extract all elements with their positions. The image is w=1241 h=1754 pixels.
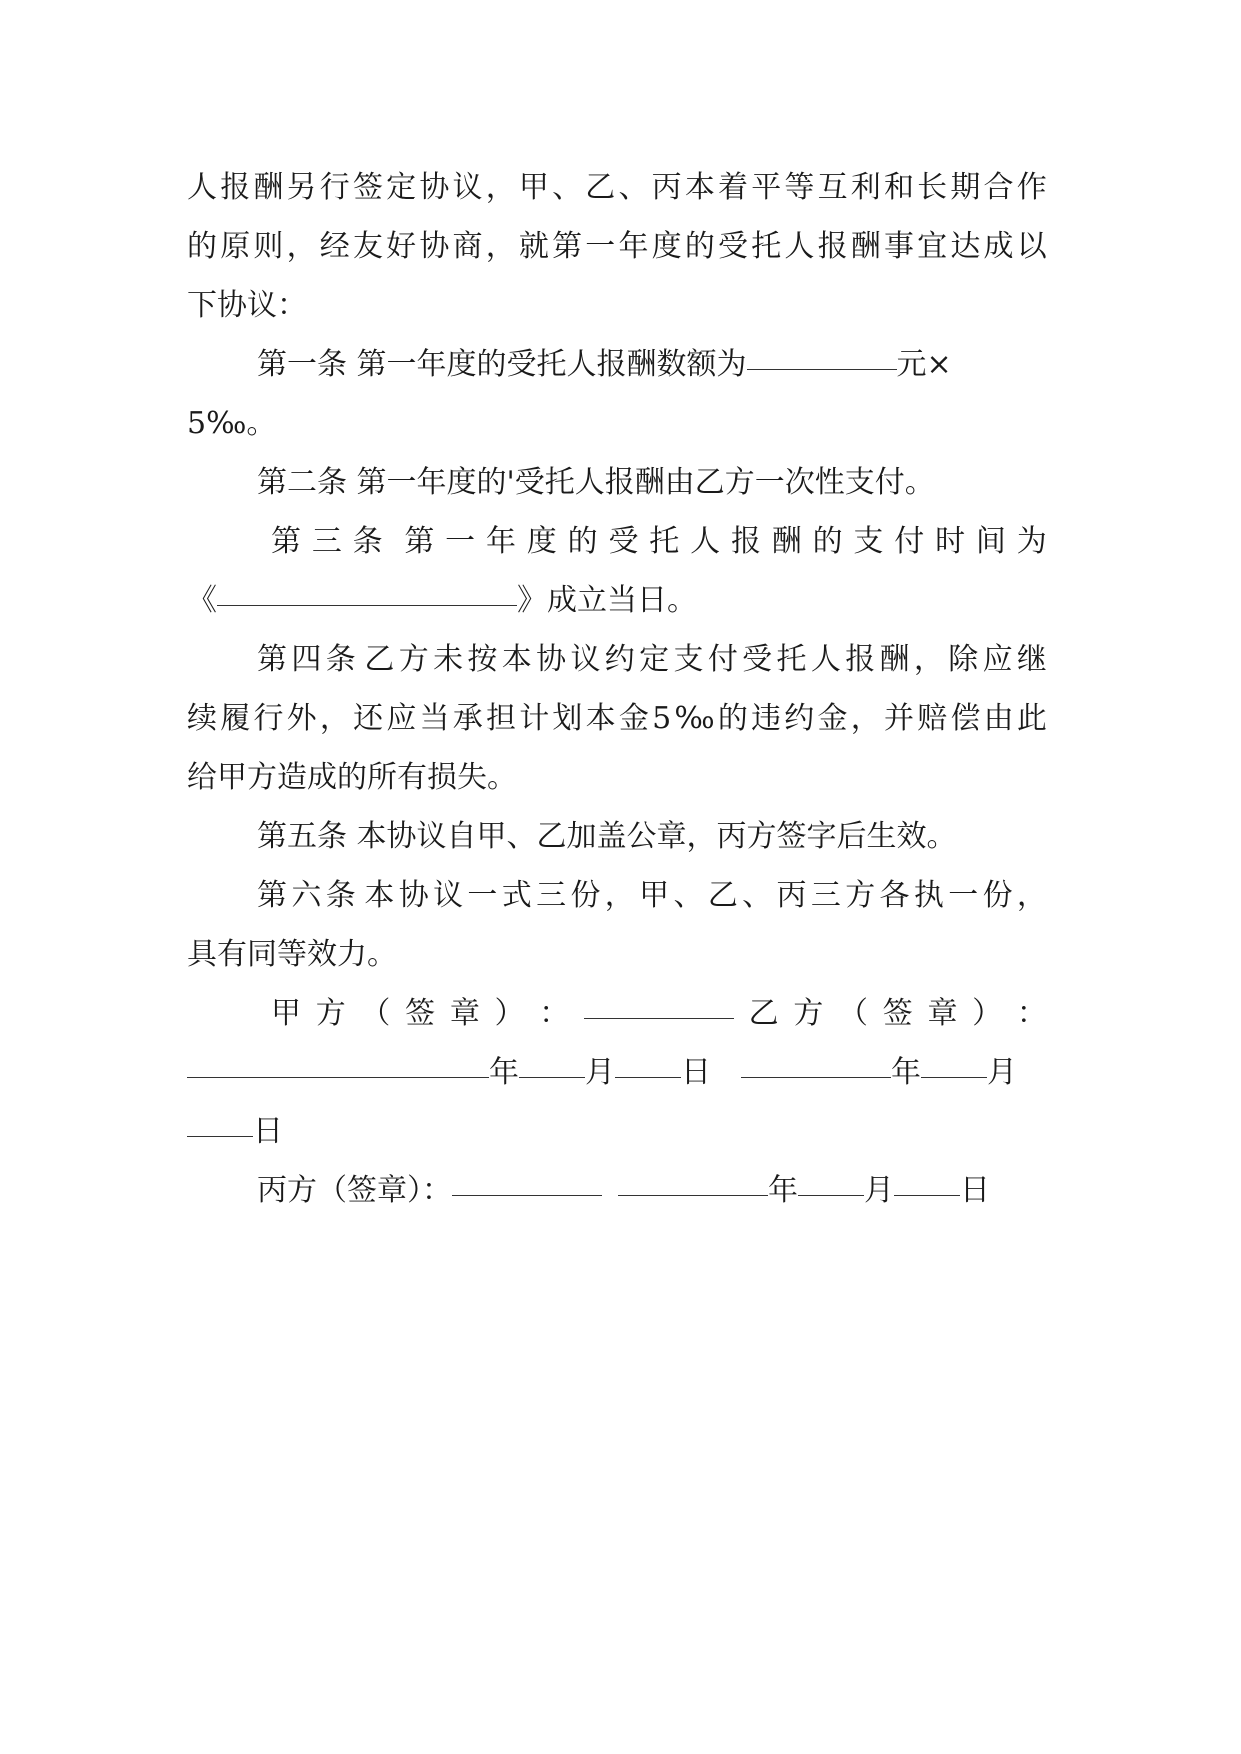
line-char: 本 [501, 642, 532, 677]
line-char: 协 [419, 170, 450, 205]
line-char: 受 [718, 229, 748, 264]
line-char: 协 [398, 878, 429, 913]
article-2-text: 第二条 第一年度的'受托人报酬由乙方一次性支付。 [257, 465, 935, 500]
line-char: 并 [883, 701, 914, 736]
line-char: 本 [585, 701, 616, 736]
article-3-char: 为 [1016, 524, 1047, 559]
line-char: 事 [883, 229, 914, 264]
line-char: 承 [452, 701, 483, 736]
line-char: 合 [983, 170, 1014, 205]
party-b-label-char: （ [838, 996, 869, 1031]
line-char: 商 [452, 229, 483, 264]
year-label: 年 [768, 1173, 798, 1208]
line-char: 、 [673, 878, 704, 913]
line-char: 此 [1016, 701, 1047, 736]
paragraph-line [187, 158, 1047, 217]
line-text: 给甲方造成的所有损失。 [187, 760, 517, 795]
article-3-tail: 》成立当日。 [517, 583, 697, 618]
line-char: 金 [618, 701, 649, 736]
article-3-char: 条 [352, 524, 383, 559]
line-char: 和 [883, 170, 914, 205]
line-char: 好 [386, 229, 417, 264]
line-char: 的 [684, 229, 715, 264]
paragraph-line [187, 689, 1047, 748]
line-char: 议 [433, 878, 464, 913]
day-blank[interactable] [615, 1047, 681, 1078]
line-char: 一 [467, 878, 498, 913]
line-char: 甲 [639, 878, 670, 913]
party-b-label-char: 方 [793, 996, 824, 1031]
article-3-char: 报 [730, 524, 761, 559]
signature-line-c [187, 1161, 1047, 1220]
line-char: 本 [364, 878, 395, 913]
party-b-label-char: ） [972, 996, 1003, 1031]
line-char: 第 [257, 642, 287, 677]
paragraph-line [187, 748, 1047, 807]
line-char: 托 [751, 229, 782, 264]
line-char: 报 [817, 229, 848, 264]
line-char: 付 [707, 642, 738, 677]
line-char: 议 [570, 642, 601, 677]
line-char: 的 [717, 701, 748, 736]
line-char: ， [286, 229, 317, 264]
line-char: 定 [639, 642, 670, 677]
line-char: ， [485, 170, 516, 205]
line-char: 由 [983, 701, 1014, 736]
line-char: 除 [948, 642, 979, 677]
paragraph-line [187, 217, 1047, 276]
open-bracket: 《 [187, 583, 217, 618]
line-char: 三 [810, 878, 841, 913]
line-char: 5 [652, 701, 672, 736]
line-char: 份 [570, 878, 601, 913]
line-char: 丙 [651, 170, 682, 205]
line-char: 续 [187, 701, 217, 736]
article-3-char: 一 [445, 524, 476, 559]
line-char: 签 [352, 170, 383, 205]
line-char: 违 [751, 701, 782, 736]
line-char: 定 [386, 170, 417, 205]
line-char: 方 [845, 878, 876, 913]
line-char: 原 [220, 229, 251, 264]
line-char: 一 [948, 878, 979, 913]
line-char: 行 [253, 701, 284, 736]
paragraph-line [187, 394, 1047, 453]
line-char: ‰ [674, 701, 715, 736]
year-blank[interactable] [618, 1165, 768, 1196]
line-char: 期 [950, 170, 981, 205]
line-char: 一 [585, 229, 616, 264]
line-char: 第 [257, 878, 287, 913]
party-b-label-char: 签 [882, 996, 913, 1031]
line-char: 四 [291, 642, 322, 677]
line-char: 议 [452, 170, 483, 205]
line-char: 本 [684, 170, 715, 205]
line-char: 应 [386, 701, 417, 736]
day-blank[interactable] [894, 1165, 960, 1196]
line-char: 以 [1016, 229, 1047, 264]
line-char: 执 [913, 878, 944, 913]
signature-line-ab [187, 984, 1047, 1043]
article-1-line [187, 335, 1047, 394]
article-3-char: 受 [608, 524, 639, 559]
line-char: 外 [286, 701, 317, 736]
line-char: 乙 [364, 642, 395, 677]
line-char: 成 [983, 229, 1014, 264]
line-char: 份 [982, 878, 1013, 913]
line-char: ， [485, 229, 516, 264]
date-line-tail [187, 1102, 1047, 1161]
article-3-char: 的 [567, 524, 598, 559]
article-3-line [187, 512, 1047, 571]
article-5-line [187, 807, 1047, 866]
article-3-char: 人 [690, 524, 721, 559]
line-char: 人 [784, 229, 815, 264]
article-2-line [187, 453, 1047, 512]
month-label: 月 [987, 1055, 1017, 1090]
line-char: 、 [552, 170, 583, 205]
month-blank[interactable] [519, 1047, 585, 1078]
line-text: 具有同等效力。 [187, 937, 397, 972]
line-char: 约 [784, 701, 815, 736]
article-3-char: 的 [812, 524, 843, 559]
line-char: 担 [485, 701, 516, 736]
line-char: 友 [352, 229, 383, 264]
line-char: 、 [618, 170, 649, 205]
line-char: 第 [552, 229, 583, 264]
line-char: 当 [419, 701, 450, 736]
agreement-body [187, 158, 1047, 1220]
line-char: 协 [419, 229, 450, 264]
party-b-signature-blank[interactable] [187, 1047, 489, 1078]
line-char: 三 [536, 878, 567, 913]
line-char: 各 [879, 878, 910, 913]
article-3-char: 度 [526, 524, 557, 559]
article-4-line [187, 630, 1047, 689]
month-blank[interactable] [798, 1165, 864, 1196]
line-char: 继 [1016, 642, 1047, 677]
line-char: 报 [845, 642, 876, 677]
month-label: 月 [585, 1055, 615, 1090]
line-char: 平 [751, 170, 782, 205]
day-blank[interactable] [187, 1106, 253, 1137]
line-char: 度 [651, 229, 682, 264]
line-char: 方 [398, 642, 429, 677]
line-char: 乙 [585, 170, 616, 205]
party-a-label-char: 甲 [271, 996, 301, 1031]
line-char: 达 [950, 229, 981, 264]
line-char: 另 [286, 170, 317, 205]
article-1-unit: 元× [896, 347, 952, 382]
paragraph-line [187, 276, 1047, 335]
line-char: 的 [187, 229, 217, 264]
party-a-label-char: ） [494, 996, 525, 1031]
line-char: 报 [220, 170, 251, 205]
party-b-label-char: ： [1016, 996, 1047, 1031]
line-char: 偿 [950, 701, 981, 736]
year-label: 年 [891, 1055, 921, 1090]
line-char: 酬 [879, 642, 910, 677]
line-char: 条 [325, 642, 356, 677]
line-char: 酬 [253, 170, 284, 205]
line-char: 利 [850, 170, 881, 205]
line-char: 年 [618, 229, 649, 264]
article-3-char: 三 [311, 524, 342, 559]
party-a-label-char: 章 [449, 996, 480, 1031]
line-char: 乙 [707, 878, 738, 913]
line-char: 计 [519, 701, 550, 736]
line-char: 宜 [917, 229, 948, 264]
contract-name-blank[interactable] [217, 575, 517, 606]
line-text: 第五条 本协议自甲、乙加盖公章，丙方签字后生效。 [257, 819, 957, 854]
article-3-char: 年 [485, 524, 516, 559]
line-char: 受 [742, 642, 773, 677]
line-char: ， [1016, 878, 1047, 913]
line-char: 还 [353, 701, 384, 736]
line-char: 条 [325, 878, 356, 913]
line-char: 行 [319, 170, 350, 205]
article-3-char: 时 [935, 524, 966, 559]
article-3-char: 酬 [771, 524, 802, 559]
line-char: 式 [501, 878, 532, 913]
line-char: 支 [673, 642, 704, 677]
line-char: 划 [552, 701, 583, 736]
line-char: 金 [817, 701, 848, 736]
line-char: 、 [742, 878, 773, 913]
article-6-line [187, 866, 1047, 925]
year-label: 年 [489, 1055, 519, 1090]
line-char: 协 [536, 642, 567, 677]
line-char: 甲 [518, 170, 549, 205]
party-c-signature-blank[interactable] [452, 1165, 602, 1196]
line-char: 人 [810, 642, 841, 677]
year-blank[interactable] [741, 1047, 891, 1078]
line-text: 5‰。 [187, 406, 277, 441]
day-label: 日 [960, 1173, 990, 1208]
article-1-text: 第一条 第一年度的受托人报酬数额为 [257, 347, 747, 382]
line-char: 作 [1016, 170, 1047, 205]
line-char: 着 [718, 170, 748, 205]
line-char: 托 [776, 642, 807, 677]
line-char: 赔 [917, 701, 948, 736]
line-char: 就 [518, 229, 549, 264]
paragraph-line [187, 571, 1047, 630]
article-3-char: 间 [975, 524, 1006, 559]
line-char: ， [604, 878, 635, 913]
article-3-char: 第 [404, 524, 435, 559]
party-a-label-char: 方 [315, 996, 346, 1031]
month-label: 月 [864, 1173, 894, 1208]
line-char: ， [319, 701, 350, 736]
line-char: 长 [917, 170, 948, 205]
paragraph-line [187, 925, 1047, 984]
party-a-label-char: 签 [405, 996, 436, 1031]
article-3-char: 托 [649, 524, 680, 559]
line-char: ， [850, 701, 881, 736]
line-text: 下协议： [187, 288, 307, 323]
line-char: 应 [982, 642, 1013, 677]
day-label: 日 [681, 1055, 711, 1090]
article-3-char: 支 [853, 524, 884, 559]
line-char: 则 [253, 229, 284, 264]
line-char: 酬 [850, 229, 881, 264]
line-char: 履 [220, 701, 251, 736]
line-char: 约 [604, 642, 635, 677]
date-line-ab [187, 1043, 1047, 1102]
article-3-char: 付 [894, 524, 925, 559]
line-char: ， [913, 642, 944, 677]
line-char: 互 [817, 170, 848, 205]
line-char: 六 [291, 878, 322, 913]
party-a-label-char: ： [539, 996, 570, 1031]
party-b-label-char: 乙 [748, 996, 779, 1031]
line-char: 未 [433, 642, 464, 677]
line-char: 经 [319, 229, 350, 264]
day-label: 日 [253, 1114, 283, 1149]
party-b-label-char: 章 [927, 996, 958, 1031]
amount-blank[interactable] [747, 339, 897, 370]
line-char: 等 [784, 170, 815, 205]
line-char: 按 [467, 642, 498, 677]
line-char: 丙 [776, 878, 807, 913]
month-blank[interactable] [921, 1047, 987, 1078]
article-3-char: 第 [271, 524, 301, 559]
party-a-signature-blank[interactable] [584, 988, 734, 1019]
party-c-label: 丙方（签章）： [257, 1173, 452, 1208]
party-a-label-char: （ [360, 996, 391, 1031]
line-char: 人 [187, 170, 217, 205]
